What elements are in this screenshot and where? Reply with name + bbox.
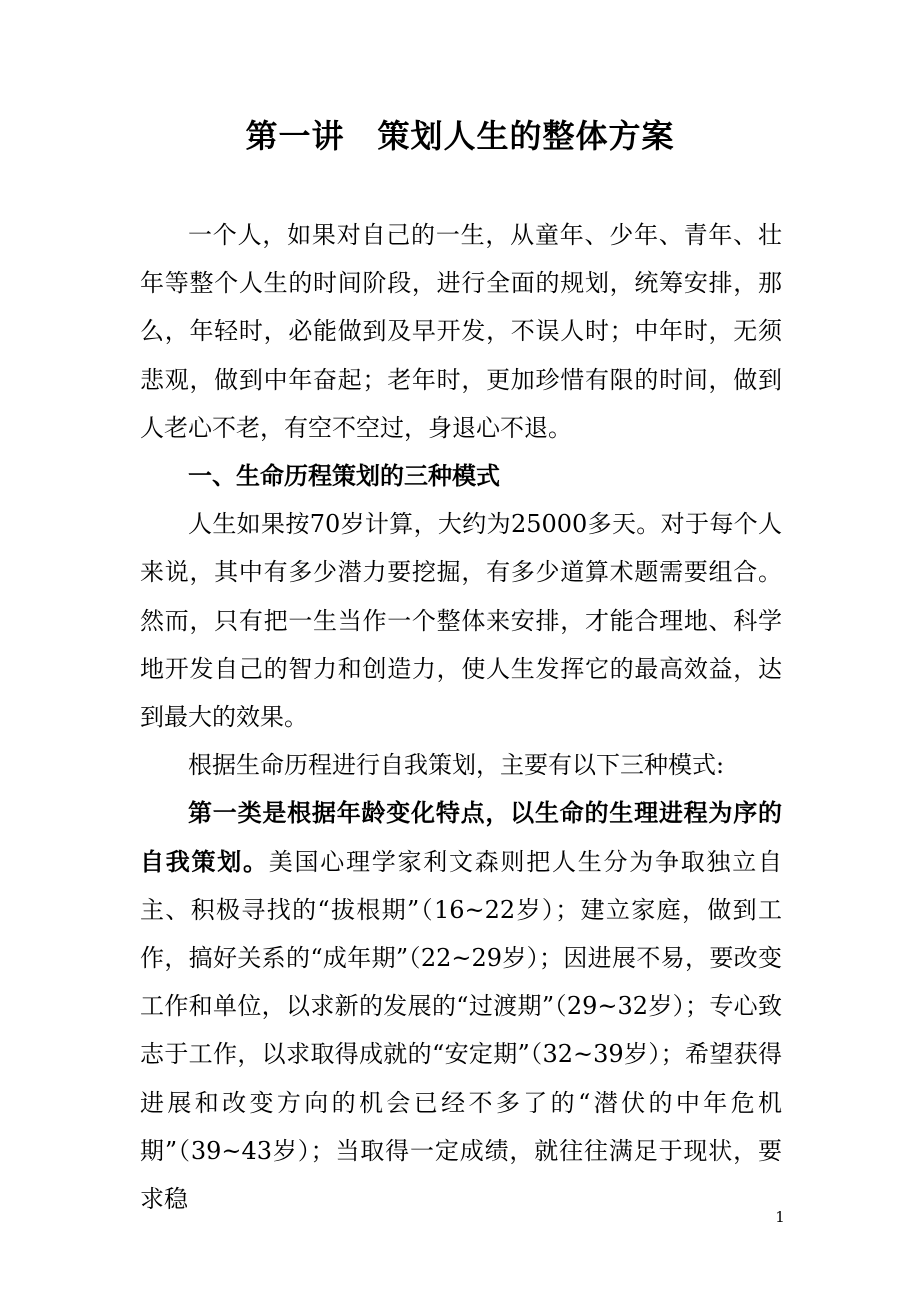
- page-title: 第一讲 策划人生的整体方案: [245, 117, 675, 155]
- paragraph-three-modes: 根据生命历程进行自我策划，主要有以下三种模式:: [188, 751, 725, 780]
- paragraph-first-mode: [140, 789, 782, 1223]
- first-mode-lead: 第一类是根据年龄变化特点，以生命的生理进程为序的自我策划。: [140, 798, 782, 876]
- section-heading: 一、生命历程策划的三种模式: [188, 462, 500, 491]
- page-number: 1: [775, 1208, 785, 1226]
- paragraph-lifespan: 人生如果按70岁计算，大约为25000多天。对于每个人来说，其中有多少潜力要挖掘，有多少道算术题需要组合。然而，只有把一生当作一个整体来安排，才能合理地、科学地开发自己的智力和创造力，使人生发挥它的最高效益，达到最大的效果。: [140, 510, 782, 732]
- intro-paragraph: 一个人，如果对自己的一生，从童年、少年、青年、壮年等整个人生的时间阶段，进行全面的规划，统筹安排，那么，年轻时，必能做到及早开发，不误人时；中年时，无须悲观，做到中年奋起；老年时，更加珍惜有限的时间，做到人老心不老，有空不空过，身退心不退。: [140, 221, 782, 442]
- document-body: [140, 211, 782, 1223]
- first-mode-text: 美国心理学家利文森则把人生分为争取独立自主、积极寻找的“拔根期”（16~22岁）；建立家庭，做到工作，搞好关系的“成年期”（22~29岁）；因进展不易，要改变工作和单位，以求新的发展的“过渡期”（29~32岁）；专心致志于工作，以求取得成就的“安定期”（32~39岁）；希望获得进展和改变方向的机会已经不多了的“潜伏的中年危机期”（39~43岁）；当取得一定成绩，就往往满足于现状，要求稳: [140, 847, 782, 1214]
